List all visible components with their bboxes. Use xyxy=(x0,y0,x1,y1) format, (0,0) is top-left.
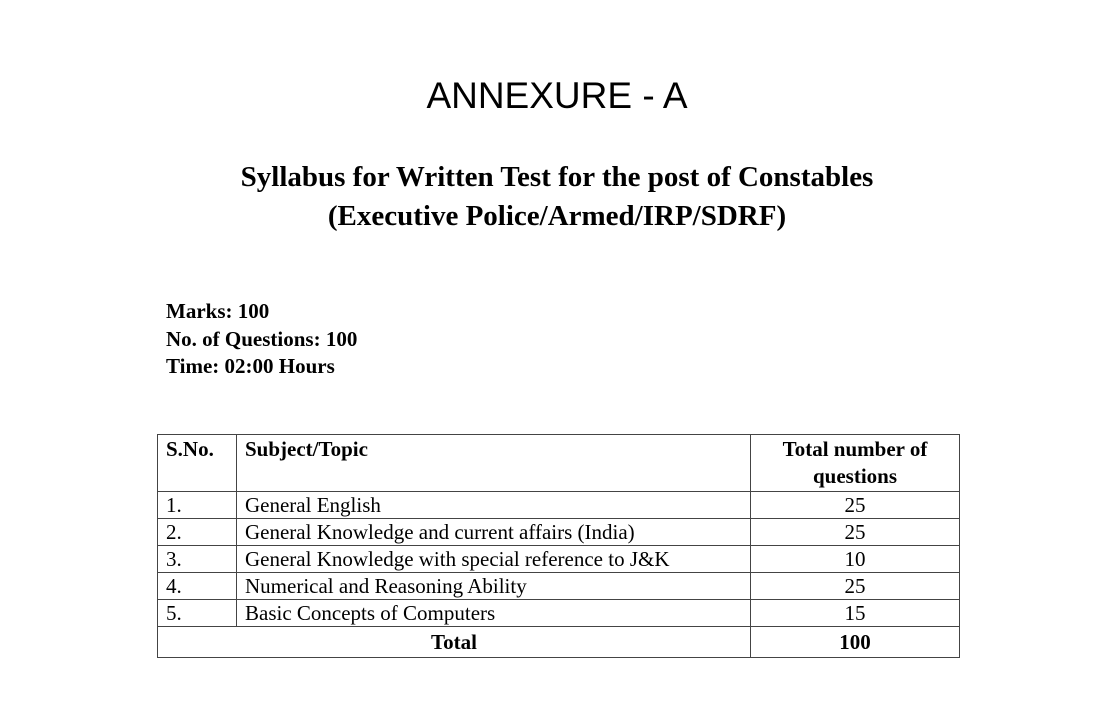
total-label: Total xyxy=(158,627,751,658)
row-subject: Numerical and Reasoning Ability xyxy=(237,573,751,600)
row-count: 25 xyxy=(751,519,960,546)
time-text: Time: 02:00 Hours xyxy=(166,354,335,378)
row-sno: 5. xyxy=(158,600,237,627)
row-subject: General English xyxy=(237,492,751,519)
row-sno: 2. xyxy=(158,519,237,546)
table-row xyxy=(158,573,960,600)
total-count: 100 xyxy=(751,627,960,658)
row-subject: General Knowledge with special reference to J&K xyxy=(237,546,751,573)
row-count: 15 xyxy=(751,600,960,627)
header-subject: Subject/Topic xyxy=(237,435,751,492)
table-row xyxy=(158,600,960,627)
table-row xyxy=(158,492,960,519)
table-row xyxy=(158,519,960,546)
row-sno: 3. xyxy=(158,546,237,573)
row-sno: 1. xyxy=(158,492,237,519)
row-subject: General Knowledge and current affairs (India) xyxy=(237,519,751,546)
header-count xyxy=(751,435,960,492)
table-row xyxy=(158,546,960,573)
exam-details xyxy=(166,298,357,381)
row-count: 25 xyxy=(751,492,960,519)
annexure-heading: ANNEXURE - A xyxy=(426,75,688,116)
row-count: 25 xyxy=(751,573,960,600)
syllabus-title xyxy=(0,158,1114,236)
row-subject: Basic Concepts of Computers xyxy=(237,600,751,627)
marks-text: Marks: 100 xyxy=(166,299,270,323)
row-sno: 4. xyxy=(158,573,237,600)
row-count: 10 xyxy=(751,546,960,573)
header-count-line1: Total number of xyxy=(782,437,928,461)
total-row xyxy=(158,627,960,658)
header-sno: S.No. xyxy=(158,435,237,492)
header-count-line2: questions xyxy=(812,464,898,488)
table-header-row xyxy=(158,435,960,492)
syllabus-title-line1: Syllabus for Written Test for the post of Constables xyxy=(240,161,874,193)
syllabus-table xyxy=(157,434,960,658)
questions-text: No. of Questions: 100 xyxy=(166,326,358,351)
syllabus-title-line2: (Executive Police/Armed/IRP/SDRF) xyxy=(327,200,787,232)
